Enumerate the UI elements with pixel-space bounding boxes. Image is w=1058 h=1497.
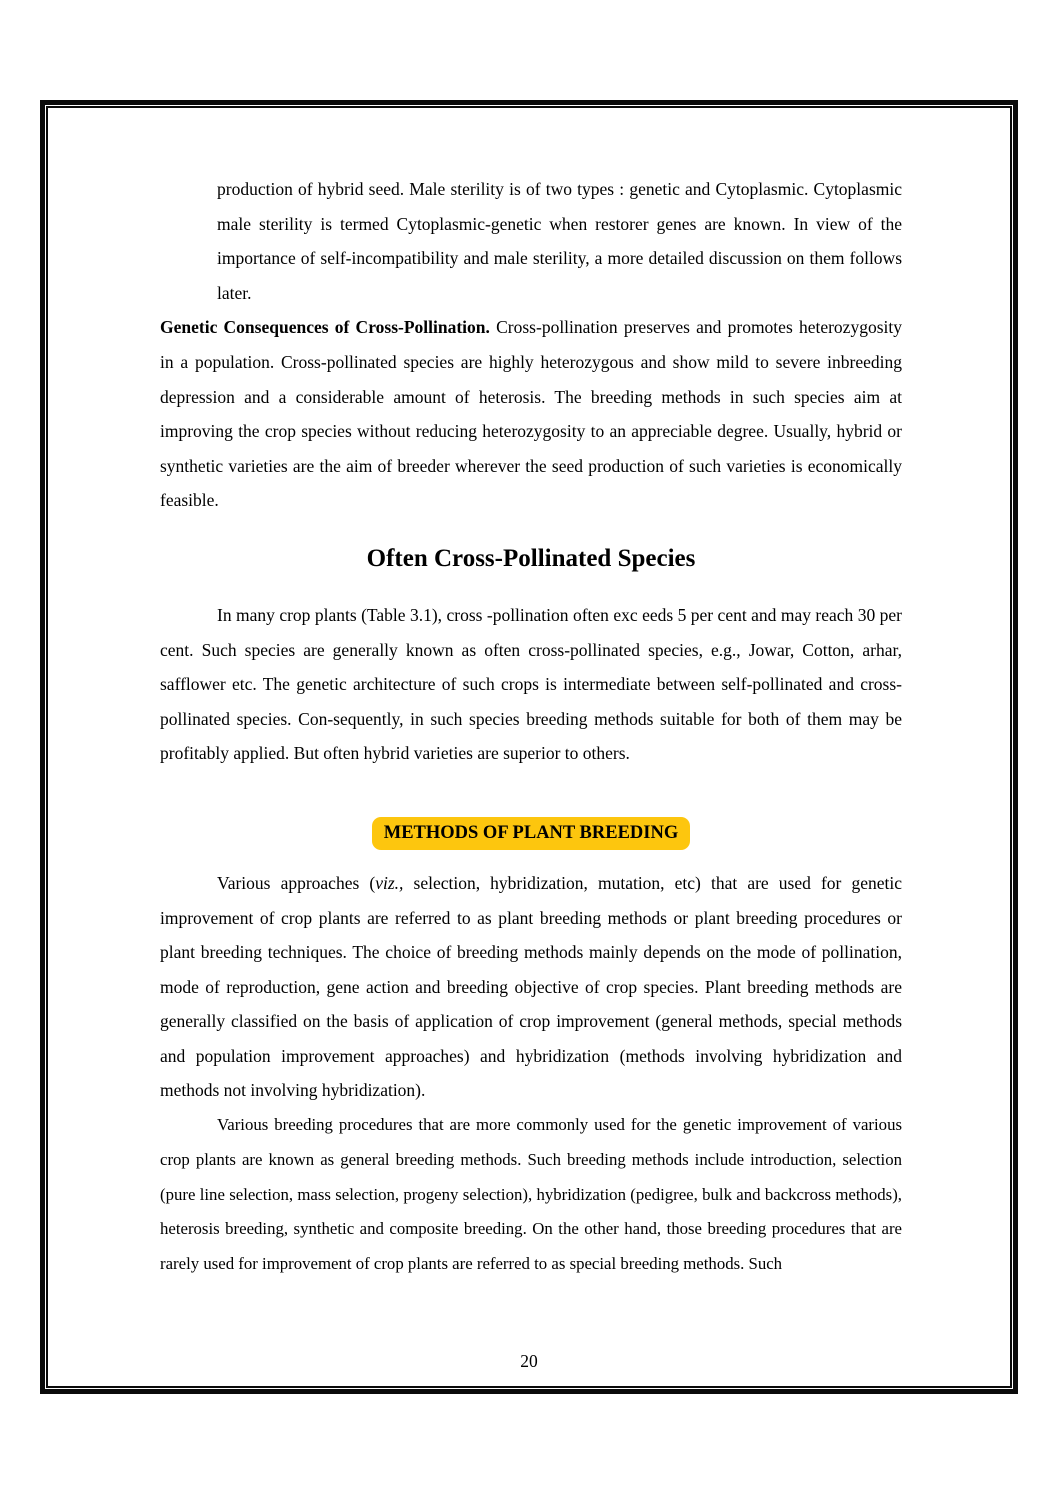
paragraph-general-breeding-methods: Various breeding procedures that are more commonly used for the genetic improvement of various crop plants are known as general breeding methods. Such breeding methods include introduction, selection (pure line selection, mass selection, progeny selection), hybridization (pedigree, bulk and backcross methods), heterosis breeding, synthetic and composite breeding. On the other hand, those breeding procedures that are rarely used for improvement of crop plants are referred to as special breeding methods. Such <box>160 1115 902 1274</box>
page-border-inner-rule <box>46 106 1012 1388</box>
genetic-consequences-lead: Genetic Consequences of Cross-Pollination. <box>160 317 490 338</box>
paragraph-genetic-consequences <box>160 310 902 518</box>
various-approaches-before-viz: Various approaches ( <box>217 872 376 893</box>
paragraph-often-cross-pollinated: In many crop plants (Table 3.1), cross -pollination often exc eeds 5 per cent and may reach 30 per cent. Such species are generally known as often cross-pollinated species, e.g., Jowar, Cotton, arhar, safflower etc. The genetic architecture of such crops is intermediate between self-pollinated and cross-pollinated species. Con-sequently, in such species breeding methods suitable for both of them may be profitably applied. But often hybrid varieties are superior to others. <box>160 604 902 764</box>
various-approaches-after-viz: selection, hybridization, mutation, etc) that are used for genetic improvement of crop plants are referred to as plant breeding methods or plant breeding procedures or plant breeding techniques. The choice of breeding methods mainly depends on the mode of pollination, mode of reproduction, gene action and breeding objective of crop species. Plant breeding methods are generally classified on the basis of application of crop improvement (general methods, special methods and population improvement approaches) and hybridization (methods involving hybridization and methods not involving hybridization). <box>160 872 902 1101</box>
paragraph-various-approaches <box>160 866 902 1108</box>
genetic-consequences-body: Cross-pollination preserves and promotes heterozygosity in a population. Cross-pollinated species are highly heterozygous and show mild to severe inbreeding depression and a considerable amount of heterosis. The breeding methods in such species aim at improving the crop species without reducing heterozygosity to an appreciable degree. Usually, hybrid or synthetic varieties are the aim of breeder wherever the seed production of such varieties is economically feasible. <box>160 317 902 511</box>
page-border-frame <box>40 100 1018 1394</box>
viz-italic: viz., <box>375 872 404 893</box>
page-content <box>48 108 1010 1386</box>
paragraph-male-sterility-continuation: production of hybrid seed. Male sterility is of two types : genetic and Cytoplasmic. Cytoplasmic male sterility is termed Cytoplasmic-genetic when restorer genes are known. In view of the importance of self-incompatibility and male sterility, a more detailed discussion on them follows later. <box>217 179 902 303</box>
heading-methods-of-plant-breeding: METHODS OF PLANT BREEDING <box>372 817 691 850</box>
page-number: 20 <box>520 1351 538 1371</box>
heading-often-cross-pollinated-species: Often Cross-Pollinated Species <box>366 544 696 572</box>
heading-methods-row <box>160 815 902 850</box>
